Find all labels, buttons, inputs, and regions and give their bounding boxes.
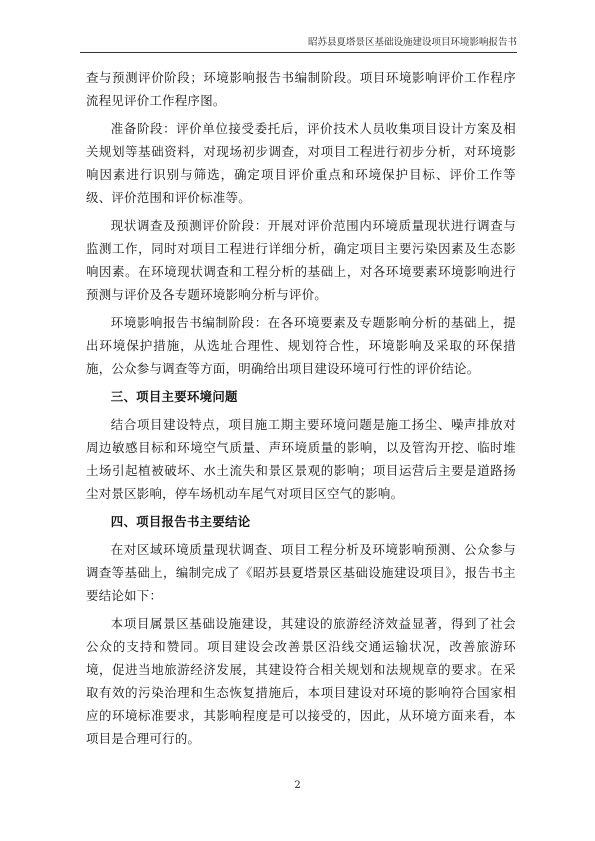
paragraph-report-compilation-stage: 环境影响报告书编制阶段：在各环境要素及专题影响分析的基础上，提出环境保护措施，从选址合理性、规划符合性，环境影响及采取的环保措施，公众参与调查等方面，明确给出项目建设环境可行性的评价结论。: [86, 315, 516, 376]
section-heading-conclusions: 四、项目报告书主要结论: [110, 514, 251, 529]
paragraph-survey-prediction-stage: 现状调查及预测评价阶段：开展对评价范围内环境质量现状进行调查与监测工作，同时对项目工程进行详细分析，确定项目主要污染因素及生态影响因素。在环境现状调查和工程分析的基础上，对各环境要素环境影响进行预测与评价及各专题环境影响分析与评价。: [86, 218, 516, 302]
page-number: 2: [294, 780, 301, 791]
running-header: 昭苏县夏塔景区基础设施建设项目环境影响报告书: [307, 37, 517, 48]
paragraph-continued: 查与预测评价阶段；环境影响报告书编制阶段。项目环境影响评价工作程序流程见评价工作程序图。: [86, 70, 516, 108]
paragraph-conclusions: 本项目属景区基础设施建设，其建设的旅游经济效益显著，得到了社会公众的支持和赞同。项目建设会改善景区沿线交通运输状况，改善旅游环境，促进当地旅游经济发展，其建设符合相关规划和法规规章的要求。在采取有效的污染治理和生态恢复措施后，本项目建设对环境的影响符合国家相应的环境标准要求，其影响程度是可以接受的，因此，从环境方面来看，本项目是合理可行的。: [86, 616, 516, 746]
header-rule: [80, 52, 517, 53]
paragraph-conclusions-intro: 在对区域环境质量现状调查、项目工程分析及环境影响预测、公众参与调查等基础上，编制完成了《昭苏县夏塔景区基础设施建设项目》，报告书主要结论如下：: [86, 542, 516, 603]
document-body: [86, 66, 516, 755]
section-heading-main-issues: 三、项目主要环境问题: [110, 389, 238, 404]
paragraph-preparation-stage: 准备阶段：评价单位接受委托后，评价技术人员收集项目设计方案及相关规划等基础资料，对现场初步调查，对项目工程进行初步分析，对环境影响因素进行识别与筛选，确定项目评价重点和环境保护目标、评价工作等级、评价范围和评价标准等。: [86, 121, 516, 205]
paragraph-main-issues: 结合项目建设特点，项目施工期主要环境问题是施工扬尘、噪声排放对周边敏感目标和环境空气质量、声环境质量的影响，以及管沟开挖、临时堆土场引起植被破坏、水土流失和景区景观的影响；项目运营后主要是道路扬尘对景区影响，停车场机动车尾气对项目区空气的影响。: [86, 417, 516, 501]
